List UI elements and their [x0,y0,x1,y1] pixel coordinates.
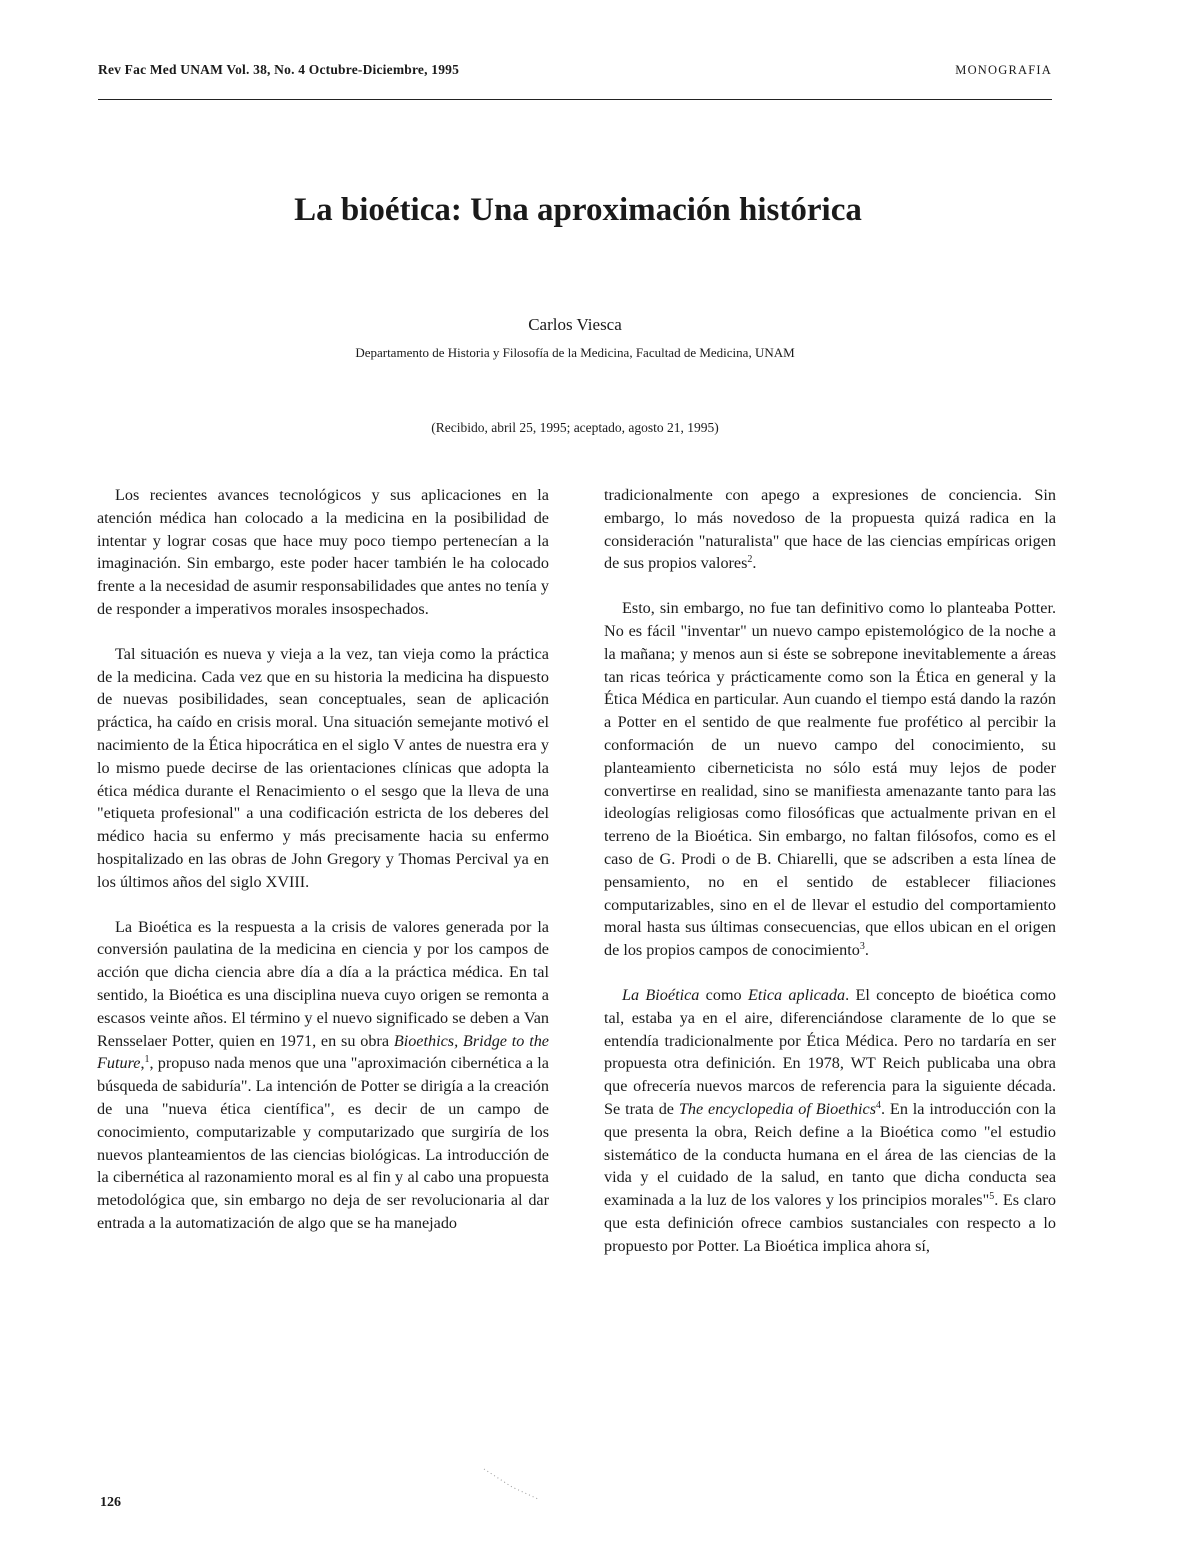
paragraph-text: . En la introducción con la que presenta la obra, Reich define a la Bioética como "el estudio sistemático de la conducta humana en el área de las ciencias de la vida y el cuidado de la salud, en tanto que dicha conducta sea examinada a la luz de los valores y los principios morales" [604,1099,1056,1210]
article-title: La bioética: Una aproximación histórica [294,192,862,228]
paragraph-text: La Bioética es la respuesta a la crisis de valores generada por la conversión paulatina de la medicina en ciencia y por los campos de acción que dicha ciencia abre día a día a la práctica médica. En tal sentido, la Bioética es una disciplina nueva cuyo origen se remonta a escasos veinte años. El término y el nuevo significado se deben a Van Rensselaer Potter, quien en 1971, en su obra [97,917,549,1050]
right-column [604,484,1056,1280]
paragraph-text: . [752,554,757,573]
section-lead: La Bioética [622,985,700,1004]
paragraph [604,984,1056,1258]
paragraph-text: como [699,985,748,1004]
paragraph-text: , propuso nada menos que una "aproximación cibernética a la búsqueda de sabiduría". La intención de Potter se dirigía a la creación de una "nueva ética científica", es decir de un campo de conocimiento, computarizable y computarizado que surgiría de los nuevos planteamientos de las ciencias biológicas. La introducción de la cibernética al razonamiento moral es al fin y al cabo una propuesta metodológica que, sin embargo no deja de ser revolucionaria al dar entrada a la automatización de algo que se ha manejado [97,1054,549,1232]
reference-marker: 5 [989,1191,995,1203]
paragraph: Los recientes avances tecnológicos y sus aplicaciones en la atención médica han colocado a la medicina en la posibilidad de intentar y lograr cosas que hace muy poco tiempo pertenecían a la imaginación. Sin embargo, este poder hacer también le ha colocado frente a la necesidad de asumir responsabilidades que antes no tenía y de responder a imperativos morales insospechados. [97,486,549,618]
paragraph-continued [604,484,1056,575]
reference-marker: 3 [859,941,865,953]
book-title: The encyclopedia of Bioethics [678,1099,876,1118]
received-accepted-dates: (Recibido, abril 25, 1995; aceptado, agosto 21, 1995) [431,420,719,435]
paragraph-text: tradicionalmente con apego a expresiones de conciencia. Sin embargo, lo más novedoso de la propuesta quizá radica en la consideración "naturalista" que hace de las ciencias empíricas origen de sus propios valores [604,486,1056,573]
paragraph [97,916,549,1235]
paragraph [604,597,1056,962]
author-name: Carlos Viesca [528,315,622,334]
author-affiliation: Departamento de Historia y Filosofía de la Medicina, Facultad de Medicina, UNAM [355,345,795,360]
section-lead: Etica aplicada [747,985,846,1004]
reference-marker: 4 [876,1099,881,1111]
left-column [97,484,549,1257]
paragraph-text: . El concepto de bioética como tal, estaba ya en el aire, diferenciándose claramente de lo que se entendía tradicionalmente por Ética Médica. Pero no tardaría en ser propuesta otra definición. En 1978, WT Reich publicaba una obra que ofrecería nuevos marcos de referencia para la siguiente década. Se trata de [604,985,1056,1118]
paragraph-text: . [864,941,869,960]
scan-artifact [482,1465,542,1505]
reference-marker: 1 [144,1054,150,1066]
reference-marker: 2 [747,554,753,566]
paragraph-text: , [140,1054,145,1073]
book-title: Bioethics, Bridge to the Future [97,1031,549,1073]
paragraph-text: . Es claro que esta definición ofrece cambios sustanciales con respecto a lo propuesto por Potter. La Bioética implica ahora sí, [604,1191,1056,1255]
journal-citation: Rev Fac Med UNAM Vol. 38, No. 4 Octubre-Diciembre, 1995 [98,62,460,77]
header-divider [98,99,1052,100]
page-number: 126 [100,1495,121,1510]
paragraph-text: Esto, sin embargo, no fue tan definitivo como lo planteaba Potter. No es fácil "inventar" un nuevo campo epistemológico de la noche a la mañana; y menos aun si éste se sobrepone inevitablemente a áreas tan ricas teórica y prácticamente como son la Ética en general y la Ética Médica en particular. Aun cuando el tiempo está dando la razón a Potter en el sentido de que realmente fue profético al percibir la conformación de un nuevo campo del conocimiento, su planteamiento ciberneticista no sólo está muy lejos de poder convertirse en realidad, sino se manifiesta amenazante tanto para las ideologías religiosas como filosóficas que actualmente privan en el terreno de la Bioética. Sin embargo, no faltan filósofos, como es el caso de G. Prodi o de B. Chiarelli, que se adscriben a esta línea de pensamiento, no en el sentido de establecer filiaciones computarizables, sino en el de llevar el estudio del comportamiento moral hasta sus últimas consecuencias, que ellos ubican en el origen de los propios campos de conocimiento [604,599,1056,960]
paragraph: Tal situación es nueva y vieja a la vez, tan vieja como la práctica de la medicina. Cada vez que en su historia la medicina ha dispuesto de nuevas posibilidades, sean conceptuales, sean de aplicación práctica, ha caído en crisis moral. Una situación semejante motivó el nacimiento de la Ética hipocrática en el siglo V antes de nuestra era y lo mismo puede decirse de las orientaciones clínicas que adopta la ética médica durante el Renacimiento o el sesgo que la lleva de una "etiqueta profesional" a una codificación estricta de los deberes del médico hacia su enfermo y más precisamente hacia su enfermo hospitalizado en las obras de John Gregory y Thomas Percival ya en los últimos años del siglo XVIII. [97,644,549,891]
section-label: MONOGRAFIA [955,63,1052,77]
